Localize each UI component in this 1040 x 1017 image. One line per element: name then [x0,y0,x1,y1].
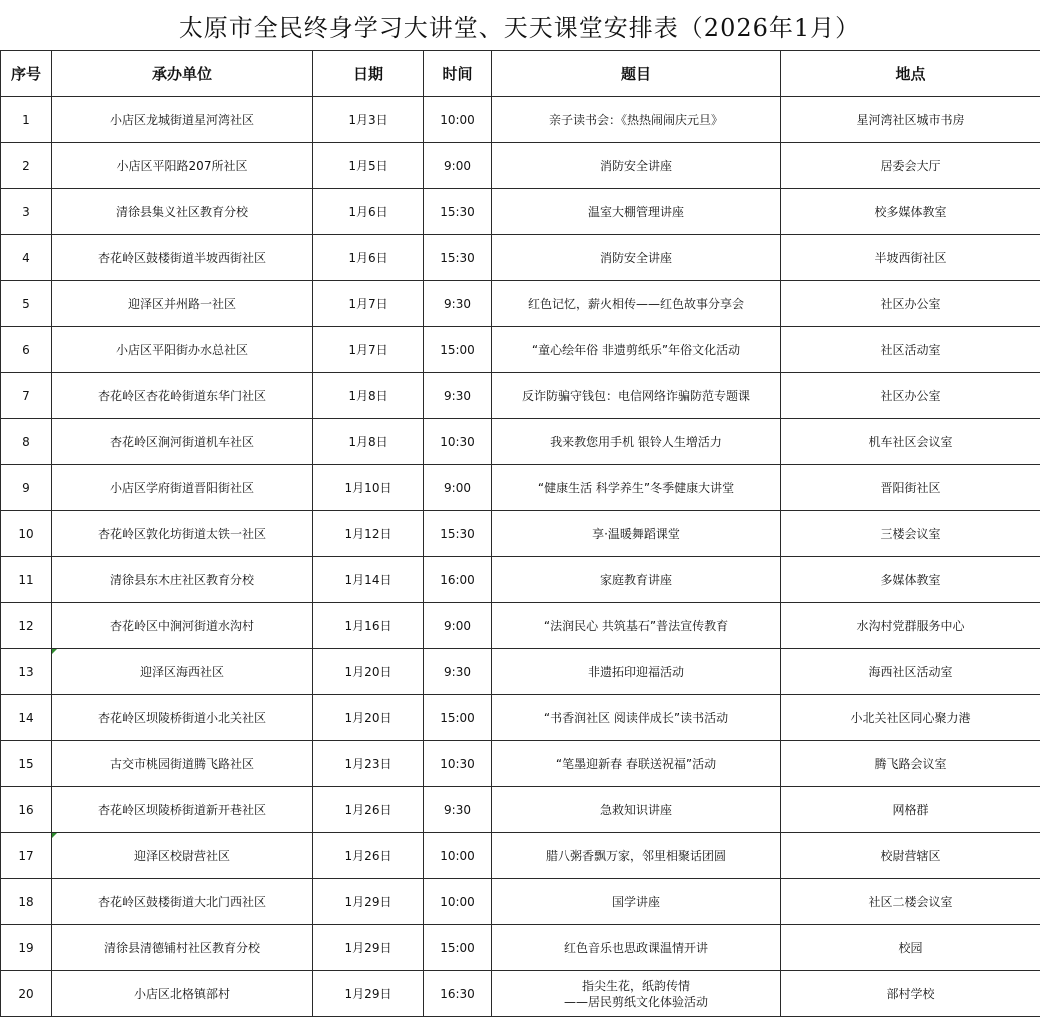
cell-time[interactable]: 9:00 [424,143,492,189]
cell-organizer[interactable]: 杏花岭区鼓楼街道半坡西街社区 [52,235,313,281]
cell-index[interactable]: 19 [1,925,52,971]
table-row [1,649,1040,695]
cell-index[interactable]: 18 [1,879,52,925]
cell-time[interactable]: 9:00 [424,465,492,511]
cell-organizer[interactable]: 杏花岭区敦化坊街道太铁一社区 [52,511,313,557]
table-row [1,465,1040,511]
cell-time[interactable]: 15:00 [424,327,492,373]
cell-index[interactable]: 2 [1,143,52,189]
cell-location[interactable]: 小北关社区同心聚力港 [781,695,1040,741]
cell-organizer[interactable]: 小店区学府街道晋阳街社区 [52,465,313,511]
header-time[interactable]: 时间 [424,51,492,97]
table-row [1,143,1040,189]
cell-organizer[interactable]: 小店区北格镇部村 [52,971,313,1017]
cell-organizer[interactable]: 古交市桃园街道腾飞路社区 [52,741,313,787]
cell-index[interactable]: 15 [1,741,52,787]
cell-index[interactable]: 10 [1,511,52,557]
table-row [1,833,1040,879]
header-date[interactable]: 日期 [313,51,424,97]
cell-location[interactable]: 多媒体教室 [781,557,1040,603]
cell-topic[interactable]: “笔墨迎新春 春联送祝福”活动 [492,741,781,787]
cell-date[interactable]: 1月29日 [313,879,424,925]
cell-topic[interactable]: “书香润社区 阅读伴成长”读书活动 [492,695,781,741]
cell-date[interactable]: 1月5日 [313,143,424,189]
cell-index[interactable]: 3 [1,189,52,235]
cell-time[interactable]: 15:30 [424,189,492,235]
cell-date[interactable]: 1月20日 [313,649,424,695]
cell-date[interactable]: 1月8日 [313,373,424,419]
table-row [1,603,1040,649]
cell-topic[interactable]: 享·温暖舞蹈课堂 [492,511,781,557]
cell-date[interactable]: 1月14日 [313,557,424,603]
table-row [1,557,1040,603]
cell-topic-line-1: 指尖生花，纸韵传情 [581,978,690,993]
header-organizer[interactable]: 承办单位 [52,51,313,97]
cell-index[interactable]: 20 [1,971,52,1017]
cell-date[interactable]: 1月12日 [313,511,424,557]
table-row [1,327,1040,373]
cell-location[interactable]: 社区办公室 [781,281,1040,327]
cell-time[interactable]: 9:30 [424,281,492,327]
cell-topic[interactable]: 家庭教育讲座 [492,557,781,603]
cell-location[interactable]: 半坡西街社区 [781,235,1040,281]
cell-time[interactable]: 16:30 [424,971,492,1017]
cell-organizer[interactable]: 迎泽区并州路一社区 [52,281,313,327]
table-row [1,511,1040,557]
cell-location[interactable]: 网格群 [781,787,1040,833]
cell-time[interactable]: 16:00 [424,557,492,603]
cell-time[interactable]: 9:30 [424,649,492,695]
cell-time[interactable]: 9:30 [424,787,492,833]
cell-index[interactable]: 5 [1,281,52,327]
cell-index[interactable]: 7 [1,373,52,419]
cell-date[interactable]: 1月16日 [313,603,424,649]
cell-location[interactable]: 腾飞路会议室 [781,741,1040,787]
cell-index[interactable]: 14 [1,695,52,741]
cell-time[interactable]: 15:30 [424,235,492,281]
cell-date[interactable]: 1月6日 [313,189,424,235]
cell-location[interactable]: 校多媒体教室 [781,189,1040,235]
cell-time[interactable]: 9:00 [424,603,492,649]
cell-date[interactable]: 1月23日 [313,741,424,787]
cell-location[interactable]: 社区活动室 [781,327,1040,373]
table-row [1,787,1040,833]
cell-organizer[interactable]: 杏花岭区涧河街道机车社区 [52,419,313,465]
cell-location[interactable]: 星河湾社区城市书房 [781,97,1040,143]
cell-time[interactable]: 10:30 [424,741,492,787]
cell-date[interactable]: 1月3日 [313,97,424,143]
cell-topic[interactable]: 腊八粥香飘万家，邻里相聚话团圆 [492,833,781,879]
cell-organizer[interactable]: 杏花岭区坝陵桥街道新开巷社区 [52,787,313,833]
cell-topic[interactable]: 消防安全讲座 [492,143,781,189]
cell-topic[interactable]: 消防安全讲座 [492,235,781,281]
table-row [1,189,1040,235]
cell-organizer[interactable]: 清徐县清德铺村社区教育分校 [52,925,313,971]
cell-location[interactable]: 居委会大厅 [781,143,1040,189]
table-row [1,373,1040,419]
cell-time[interactable]: 10:00 [424,833,492,879]
header-index[interactable]: 序号 [1,51,52,97]
cell-organizer[interactable]: 杏花岭区中涧河街道水沟村 [52,603,313,649]
cell-date[interactable]: 1月6日 [313,235,424,281]
cell-location[interactable]: 校尉营辖区 [781,833,1040,879]
cell-topic-line-2: ——居民剪纸文化体验活动 [563,994,708,1009]
cell-location[interactable]: 水沟村党群服务中心 [781,603,1040,649]
cell-location[interactable]: 社区办公室 [781,373,1040,419]
cell-topic[interactable]: 温室大棚管理讲座 [492,189,781,235]
cell-topic[interactable]: 急救知识讲座 [492,787,781,833]
cell-topic[interactable]: 反诈防骗守钱包：电信网络诈骗防范专题课 [492,373,781,419]
cell-topic[interactable]: “法润民心 共筑基石”普法宣传教育 [492,603,781,649]
cell-time[interactable]: 10:00 [424,879,492,925]
cell-index[interactable]: 4 [1,235,52,281]
cell-date[interactable]: 1月20日 [313,695,424,741]
table-row [1,925,1040,971]
table-row [1,97,1040,143]
cell-topic[interactable]: “健康生活 科学养生”冬季健康大讲堂 [492,465,781,511]
header-topic[interactable]: 题目 [492,51,781,97]
cell-location[interactable]: 校园 [781,925,1040,971]
cell-marker-icon [52,649,57,654]
cell-location[interactable]: 部村学校 [781,971,1040,1017]
table-row [1,971,1040,1017]
cell-time[interactable]: 9:30 [424,373,492,419]
cell-organizer[interactable]: 迎泽区海西社区 [52,649,313,695]
table-row [1,235,1040,281]
page-title: 太原市全民终身学习大讲堂、天天课堂安排表（2026年1月） [178,13,861,42]
cell-organizer[interactable]: 杏花岭区坝陵桥街道小北关社区 [52,695,313,741]
header-row [1,51,1040,97]
cell-index[interactable]: 11 [1,557,52,603]
table-row [1,419,1040,465]
cell-topic[interactable] [492,971,781,1017]
cell-location[interactable]: 三楼会议室 [781,511,1040,557]
cell-index[interactable]: 8 [1,419,52,465]
cell-date[interactable]: 1月29日 [313,971,424,1017]
cell-date[interactable]: 1月10日 [313,465,424,511]
cell-time[interactable]: 15:00 [424,925,492,971]
schedule-table [0,50,1040,1017]
cell-topic[interactable]: 非遗拓印迎福活动 [492,649,781,695]
cell-date[interactable]: 1月26日 [313,833,424,879]
cell-time[interactable]: 15:00 [424,695,492,741]
cell-index[interactable]: 6 [1,327,52,373]
cell-time[interactable]: 15:30 [424,511,492,557]
cell-organizer[interactable]: 小店区平阳街办水总社区 [52,327,313,373]
cell-organizer[interactable]: 杏花岭区杏花岭街道东华门社区 [52,373,313,419]
cell-topic[interactable]: 国学讲座 [492,879,781,925]
cell-time[interactable]: 10:30 [424,419,492,465]
cell-organizer[interactable]: 清徐县东木庄社区教育分校 [52,557,313,603]
cell-index[interactable]: 9 [1,465,52,511]
cell-location[interactable]: 晋阳街社区 [781,465,1040,511]
cell-organizer[interactable]: 小店区龙城街道星河湾社区 [52,97,313,143]
cell-topic[interactable]: “童心绘年俗 非遗剪纸乐”年俗文化活动 [492,327,781,373]
cell-date[interactable]: 1月7日 [313,327,424,373]
cell-index[interactable]: 17 [1,833,52,879]
cell-location[interactable]: 机车社区会议室 [781,419,1040,465]
cell-location[interactable]: 社区二楼会议室 [781,879,1040,925]
cell-topic[interactable]: 红色记忆，薪火相传——红色故事分享会 [492,281,781,327]
cell-topic[interactable]: 我来教您用手机 银铃人生增活力 [492,419,781,465]
cell-organizer[interactable]: 杏花岭区鼓楼街道大北门西社区 [52,879,313,925]
cell-date[interactable]: 1月7日 [313,281,424,327]
header-location[interactable]: 地点 [781,51,1040,97]
cell-index[interactable]: 16 [1,787,52,833]
cell-index[interactable]: 1 [1,97,52,143]
table-row [1,281,1040,327]
cell-topic[interactable]: 亲子读书会：《热热闹闹庆元旦》 [492,97,781,143]
table-row [1,879,1040,925]
cell-location[interactable]: 海西社区活动室 [781,649,1040,695]
cell-time[interactable]: 10:00 [424,97,492,143]
cell-organizer[interactable]: 小店区平阳路207所社区 [52,143,313,189]
cell-date[interactable]: 1月26日 [313,787,424,833]
table-row [1,695,1040,741]
cell-index[interactable]: 12 [1,603,52,649]
cell-date[interactable]: 1月29日 [313,925,424,971]
cell-marker-icon [52,833,57,838]
cell-organizer[interactable]: 迎泽区校尉营社区 [52,833,313,879]
cell-date[interactable]: 1月8日 [313,419,424,465]
cell-index[interactable]: 13 [1,649,52,695]
table-row [1,741,1040,787]
cell-topic[interactable]: 红色音乐也思政课温情开讲 [492,925,781,971]
cell-organizer[interactable]: 清徐县集义社区教育分校 [52,189,313,235]
